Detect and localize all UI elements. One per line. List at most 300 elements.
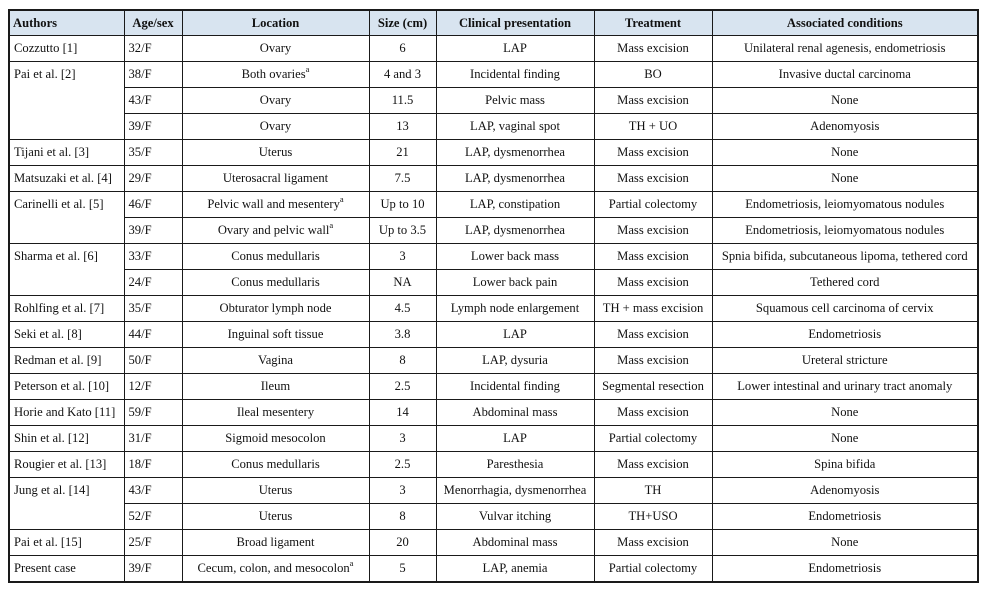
cell-clinical-presentation [436, 426, 594, 452]
cell-clinical-presentation [436, 218, 594, 244]
cell-age-sex-text: 52/F [128, 509, 152, 523]
cell-associated-conditions-text: None [831, 535, 859, 549]
header-location: Location [182, 10, 369, 36]
cell-treatment [594, 36, 712, 62]
cell-treatment-text: Mass excision [617, 93, 689, 107]
cell-treatment-text: BO [644, 67, 662, 81]
cell-clinical-presentation-text: Abdominal mass [472, 535, 558, 549]
footnote-marker: a [339, 193, 344, 204]
cell-author [9, 426, 124, 452]
cell-location [182, 478, 369, 504]
cell-size [369, 140, 436, 166]
cell-size [369, 478, 436, 504]
cell-treatment-text: TH [644, 483, 662, 497]
cell-treatment-text: Mass excision [617, 249, 689, 263]
cell-clinical-presentation [436, 504, 594, 530]
header-row [9, 10, 978, 36]
cell-location [182, 452, 369, 478]
cell-location [182, 192, 369, 218]
cell-author [9, 478, 124, 530]
cell-location [182, 348, 369, 374]
cell-treatment-text: Mass excision [617, 457, 689, 471]
cell-size-text: 3 [399, 431, 406, 445]
cell-treatment [594, 244, 712, 270]
cell-location-text: Inguinal soft tissue [227, 327, 324, 341]
cell-author-text: Cozzutto [1] [14, 41, 78, 55]
cell-age-sex-text: 35/F [128, 145, 152, 159]
cell-associated-conditions-text: Lower intestinal and urinary tract anomaly [737, 379, 953, 393]
cell-clinical-presentation-text: Pelvic mass [485, 93, 545, 107]
cell-age-sex [124, 218, 182, 244]
cell-treatment [594, 62, 712, 88]
cell-location-text: Both ovaries [241, 67, 306, 81]
cell-age-sex [124, 244, 182, 270]
cell-treatment [594, 192, 712, 218]
cell-author-text: Carinelli et al. [5] [14, 197, 104, 211]
cell-location-text: Vagina [258, 353, 293, 367]
cell-author-text: Rohlfing et al. [7] [14, 301, 105, 315]
cell-associated-conditions [712, 452, 978, 478]
cell-clinical-presentation [436, 478, 594, 504]
cell-location [182, 62, 369, 88]
cell-clinical-presentation-text: Menorrhagia, dysmenorrhea [443, 483, 587, 497]
table-row [9, 426, 978, 452]
cell-age-sex [124, 530, 182, 556]
table-row [9, 114, 978, 140]
cell-size [369, 374, 436, 400]
cell-age-sex [124, 374, 182, 400]
cell-location-text: Obturator lymph node [219, 301, 332, 315]
cell-size [369, 88, 436, 114]
cell-author-text: Jung et al. [14] [14, 483, 90, 497]
cell-treatment [594, 88, 712, 114]
cell-associated-conditions [712, 62, 978, 88]
cell-associated-conditions [712, 556, 978, 583]
cell-location-text: Broad ligament [236, 535, 315, 549]
cell-clinical-presentation-text: LAP, dysmenorrhea [464, 145, 566, 159]
table-row [9, 192, 978, 218]
cell-associated-conditions-text: Spnia bifida, subcutaneous lipoma, tethered cord [721, 249, 968, 263]
cell-associated-conditions [712, 140, 978, 166]
cell-age-sex-text: 32/F [128, 41, 152, 55]
cell-associated-conditions-text: Endometriosis, leiomyomatous nodules [745, 197, 945, 211]
cell-age-sex-text: 33/F [128, 249, 152, 263]
cell-clinical-presentation [436, 556, 594, 583]
cell-author [9, 530, 124, 556]
cell-treatment-text: Mass excision [617, 353, 689, 367]
cell-age-sex [124, 192, 182, 218]
cell-associated-conditions [712, 166, 978, 192]
cell-location [182, 218, 369, 244]
table-row [9, 478, 978, 504]
table-row [9, 88, 978, 114]
cell-age-sex-text: 50/F [128, 353, 152, 367]
cell-age-sex-text: 18/F [128, 457, 152, 471]
cell-clinical-presentation [436, 374, 594, 400]
cell-clinical-presentation [436, 400, 594, 426]
cell-location [182, 426, 369, 452]
table-row [9, 296, 978, 322]
cell-associated-conditions-text: None [831, 145, 859, 159]
cell-size-text: 8 [399, 353, 406, 367]
cell-associated-conditions [712, 88, 978, 114]
cell-treatment [594, 296, 712, 322]
cell-clinical-presentation-text: LAP [503, 431, 527, 445]
cell-location [182, 322, 369, 348]
cell-size-text: NA [393, 275, 412, 289]
cell-location-text: Conus medullaris [231, 249, 320, 263]
cell-clinical-presentation-text: Incidental finding [470, 379, 560, 393]
cell-age-sex [124, 114, 182, 140]
cell-location [182, 556, 369, 583]
cell-treatment [594, 114, 712, 140]
cell-associated-conditions [712, 348, 978, 374]
cell-associated-conditions [712, 270, 978, 296]
header-authors: Authors [9, 10, 124, 36]
header-age-sex: Age/sex [124, 10, 182, 36]
cell-clinical-presentation [436, 270, 594, 296]
cell-clinical-presentation-text: LAP, anemia [482, 561, 548, 575]
cell-treatment [594, 556, 712, 583]
table-row [9, 140, 978, 166]
cell-location-text: Ileum [260, 379, 291, 393]
cell-size [369, 504, 436, 530]
table-body [9, 36, 978, 583]
cell-clinical-presentation [436, 62, 594, 88]
cell-clinical-presentation-text: Lower back mass [470, 249, 560, 263]
cell-associated-conditions [712, 530, 978, 556]
cell-location [182, 400, 369, 426]
cell-location-text: Uterosacral ligament [222, 171, 329, 185]
table-row [9, 322, 978, 348]
header-treatment: Treatment [594, 10, 712, 36]
cell-associated-conditions-text: None [831, 405, 859, 419]
cell-associated-conditions [712, 218, 978, 244]
cell-clinical-presentation-text: LAP, dysmenorrhea [464, 223, 566, 237]
cell-treatment [594, 374, 712, 400]
cell-size-text: 5 [399, 561, 406, 575]
cell-treatment [594, 322, 712, 348]
cell-clinical-presentation-text: LAP, dysuria [482, 353, 548, 367]
cell-associated-conditions [712, 244, 978, 270]
cell-clinical-presentation [436, 192, 594, 218]
cell-treatment-text: Partial colectomy [608, 561, 698, 575]
cell-associated-conditions-text: None [831, 171, 859, 185]
cell-author-text: Horie and Kato [11] [14, 405, 116, 419]
cell-size-text: 7.5 [394, 171, 411, 185]
cell-age-sex-text: 44/F [128, 327, 152, 341]
cell-clinical-presentation-text: LAP, vaginal spot [470, 119, 560, 133]
cell-treatment [594, 504, 712, 530]
cell-clinical-presentation [436, 296, 594, 322]
cell-clinical-presentation-text: Vulvar itching [478, 509, 552, 523]
cell-treatment-text: TH + UO [628, 119, 678, 133]
cell-age-sex [124, 348, 182, 374]
cell-clinical-presentation [436, 530, 594, 556]
cell-size-text: 4.5 [394, 301, 411, 315]
cell-age-sex-text: 12/F [128, 379, 152, 393]
cell-author [9, 400, 124, 426]
cell-size-text: Up to 10 [380, 197, 425, 211]
cell-treatment [594, 452, 712, 478]
cell-location [182, 270, 369, 296]
cell-age-sex-text: 29/F [128, 171, 152, 185]
cell-size [369, 322, 436, 348]
cell-clinical-presentation-text: LAP [503, 41, 527, 55]
table-row [9, 556, 978, 583]
cell-author [9, 166, 124, 192]
cell-location [182, 244, 369, 270]
cell-size [369, 296, 436, 322]
cell-clinical-presentation-text: LAP, constipation [469, 197, 561, 211]
cell-clinical-presentation [436, 452, 594, 478]
footnote-marker: a [329, 219, 334, 230]
table-row [9, 452, 978, 478]
cell-size [369, 218, 436, 244]
cell-age-sex [124, 62, 182, 88]
cell-treatment-text: Mass excision [617, 535, 689, 549]
cell-associated-conditions [712, 504, 978, 530]
cell-treatment [594, 400, 712, 426]
cell-location [182, 374, 369, 400]
cell-associated-conditions [712, 322, 978, 348]
cell-size [369, 62, 436, 88]
cell-associated-conditions [712, 374, 978, 400]
cell-author-text: Peterson et al. [10] [14, 379, 110, 393]
cell-author [9, 296, 124, 322]
cell-associated-conditions-text: Adenomyosis [810, 483, 880, 497]
cell-age-sex [124, 296, 182, 322]
cell-location-text: Ovary [259, 93, 292, 107]
cell-size [369, 556, 436, 583]
cell-size-text: 14 [396, 405, 409, 419]
cell-treatment [594, 166, 712, 192]
cell-treatment-text: Mass excision [617, 405, 689, 419]
cell-age-sex [124, 426, 182, 452]
cell-associated-conditions [712, 400, 978, 426]
cell-treatment [594, 218, 712, 244]
table-row [9, 270, 978, 296]
cell-age-sex [124, 504, 182, 530]
literature-review-table [8, 9, 979, 583]
cell-associated-conditions-text: Endometriosis, leiomyomatous nodules [745, 223, 945, 237]
cell-clinical-presentation-text: Incidental finding [470, 67, 560, 81]
cell-author [9, 62, 124, 140]
cell-age-sex [124, 322, 182, 348]
table-row [9, 36, 978, 62]
cell-author [9, 556, 124, 583]
cell-author [9, 244, 124, 296]
cell-clinical-presentation [436, 322, 594, 348]
cell-location-text: Cecum, colon, and mesocolon [197, 561, 350, 575]
cell-age-sex-text: 24/F [128, 275, 152, 289]
cell-associated-conditions [712, 478, 978, 504]
cell-treatment-text: Mass excision [617, 145, 689, 159]
cell-age-sex [124, 88, 182, 114]
cell-location-text: Uterus [258, 509, 293, 523]
cell-age-sex [124, 36, 182, 62]
cell-author [9, 140, 124, 166]
cell-age-sex [124, 556, 182, 583]
cell-author-text: Shin et al. [12] [14, 431, 89, 445]
cell-age-sex-text: 31/F [128, 431, 152, 445]
cell-location-text: Uterus [258, 145, 293, 159]
cell-author-text: Tijani et al. [3] [14, 145, 90, 159]
cell-size-text: 13 [396, 119, 409, 133]
cell-treatment-text: Mass excision [617, 171, 689, 185]
cell-age-sex [124, 400, 182, 426]
cell-location-text: Uterus [258, 483, 293, 497]
cell-clinical-presentation [436, 36, 594, 62]
cell-clinical-presentation-text: Lymph node enlargement [450, 301, 580, 315]
cell-treatment [594, 140, 712, 166]
cell-size-text: 11.5 [391, 93, 414, 107]
cell-associated-conditions-text: Invasive ductal carcinoma [778, 67, 911, 81]
cell-location [182, 530, 369, 556]
cell-treatment-text: Segmental resection [602, 379, 704, 393]
cell-associated-conditions [712, 426, 978, 452]
cell-size-text: Up to 3.5 [378, 223, 427, 237]
cell-size-text: 6 [399, 41, 406, 55]
cell-author [9, 374, 124, 400]
cell-treatment-text: TH+USO [628, 509, 678, 523]
cell-author-text: Redman et al. [9] [14, 353, 102, 367]
cell-size-text: 20 [396, 535, 409, 549]
cell-location-text: Pelvic wall and mesentery [207, 197, 340, 211]
cell-age-sex-text: 38/F [128, 67, 152, 81]
cell-size [369, 270, 436, 296]
cell-treatment [594, 270, 712, 296]
cell-treatment-text: Partial colectomy [608, 197, 698, 211]
cell-author-text: Sharma et al. [6] [14, 249, 98, 263]
cell-clinical-presentation-text: Paresthesia [486, 457, 544, 471]
cell-age-sex-text: 39/F [128, 561, 152, 575]
cell-size [369, 452, 436, 478]
cell-age-sex-text: 46/F [128, 197, 152, 211]
cell-associated-conditions-text: Tethered cord [810, 275, 880, 289]
cell-age-sex-text: 35/F [128, 301, 152, 315]
cell-age-sex-text: 43/F [128, 93, 152, 107]
cell-associated-conditions-text: Spina bifida [814, 457, 876, 471]
cell-associated-conditions [712, 114, 978, 140]
cell-author-text: Seki et al. [8] [14, 327, 82, 341]
cell-associated-conditions-text: Squamous cell carcinoma of cervix [755, 301, 934, 315]
cell-location [182, 140, 369, 166]
cell-location [182, 88, 369, 114]
cell-age-sex [124, 452, 182, 478]
cell-location-text: Ovary and pelvic wall [217, 223, 330, 237]
cell-clinical-presentation-text: Lower back pain [472, 275, 558, 289]
cell-size [369, 348, 436, 374]
table-row [9, 374, 978, 400]
table-row [9, 348, 978, 374]
cell-associated-conditions [712, 296, 978, 322]
cell-treatment-text: Mass excision [617, 327, 689, 341]
cell-clinical-presentation [436, 114, 594, 140]
cell-treatment-text: Partial colectomy [608, 431, 698, 445]
cell-size-text: 21 [396, 145, 409, 159]
header-size: Size (cm) [369, 10, 436, 36]
table-row [9, 400, 978, 426]
cell-author [9, 36, 124, 62]
header-clinical-presentation: Clinical presentation [436, 10, 594, 36]
cell-author-text: Matsuzaki et al. [4] [14, 171, 112, 185]
cell-associated-conditions [712, 36, 978, 62]
cell-age-sex-text: 43/F [128, 483, 152, 497]
cell-treatment-text: Mass excision [617, 275, 689, 289]
cell-size [369, 166, 436, 192]
cell-location-text: Ovary [259, 119, 292, 133]
cell-location-text: Ovary [259, 41, 292, 55]
cell-author-text: Pai et al. [15] [14, 535, 82, 549]
table-row [9, 218, 978, 244]
cell-size-text: 2.5 [394, 457, 411, 471]
cell-clinical-presentation [436, 348, 594, 374]
cell-age-sex-text: 39/F [128, 119, 152, 133]
cell-treatment-text: Mass excision [617, 41, 689, 55]
cell-age-sex [124, 166, 182, 192]
cell-age-sex-text: 25/F [128, 535, 152, 549]
cell-treatment [594, 348, 712, 374]
header-associated-conditions: Associated conditions [712, 10, 978, 36]
cell-associated-conditions-text: Endometriosis [808, 561, 882, 575]
cell-associated-conditions-text: Unilateral renal agenesis, endometriosis [744, 41, 946, 55]
cell-clinical-presentation [436, 140, 594, 166]
cell-size [369, 114, 436, 140]
footnote-marker: a [349, 557, 354, 568]
cell-location-text: Ileal mesentery [236, 405, 315, 419]
table-header [9, 10, 978, 36]
cell-associated-conditions-text: Endometriosis [808, 509, 882, 523]
cell-location [182, 166, 369, 192]
cell-associated-conditions-text: None [831, 431, 859, 445]
cell-location [182, 36, 369, 62]
cell-treatment-text: Mass excision [617, 223, 689, 237]
cell-age-sex [124, 270, 182, 296]
cell-location-text: Conus medullaris [231, 275, 320, 289]
cell-treatment [594, 426, 712, 452]
table-row [9, 504, 978, 530]
cell-associated-conditions [712, 192, 978, 218]
cell-associated-conditions-text: Adenomyosis [810, 119, 880, 133]
table-row [9, 530, 978, 556]
cell-associated-conditions-text: Endometriosis [808, 327, 882, 341]
cell-size-text: 3 [399, 483, 406, 497]
cell-treatment [594, 530, 712, 556]
cell-author [9, 348, 124, 374]
cell-location [182, 296, 369, 322]
literature-table-container [8, 9, 977, 583]
cell-author-text: Rougier et al. [13] [14, 457, 107, 471]
footnote-marker: a [305, 63, 310, 74]
cell-treatment-text: TH + mass excision [602, 301, 704, 315]
cell-clinical-presentation-text: LAP [503, 327, 527, 341]
cell-size-text: 2.5 [394, 379, 411, 393]
table-row [9, 166, 978, 192]
cell-clinical-presentation [436, 166, 594, 192]
cell-clinical-presentation-text: Abdominal mass [472, 405, 558, 419]
cell-location [182, 114, 369, 140]
cell-clinical-presentation [436, 244, 594, 270]
cell-location-text: Sigmoid mesocolon [225, 431, 326, 445]
cell-age-sex [124, 478, 182, 504]
cell-location-text: Conus medullaris [231, 457, 320, 471]
table-row [9, 244, 978, 270]
cell-associated-conditions-text: Ureteral stricture [801, 353, 888, 367]
cell-clinical-presentation [436, 88, 594, 114]
cell-size [369, 192, 436, 218]
cell-size [369, 36, 436, 62]
